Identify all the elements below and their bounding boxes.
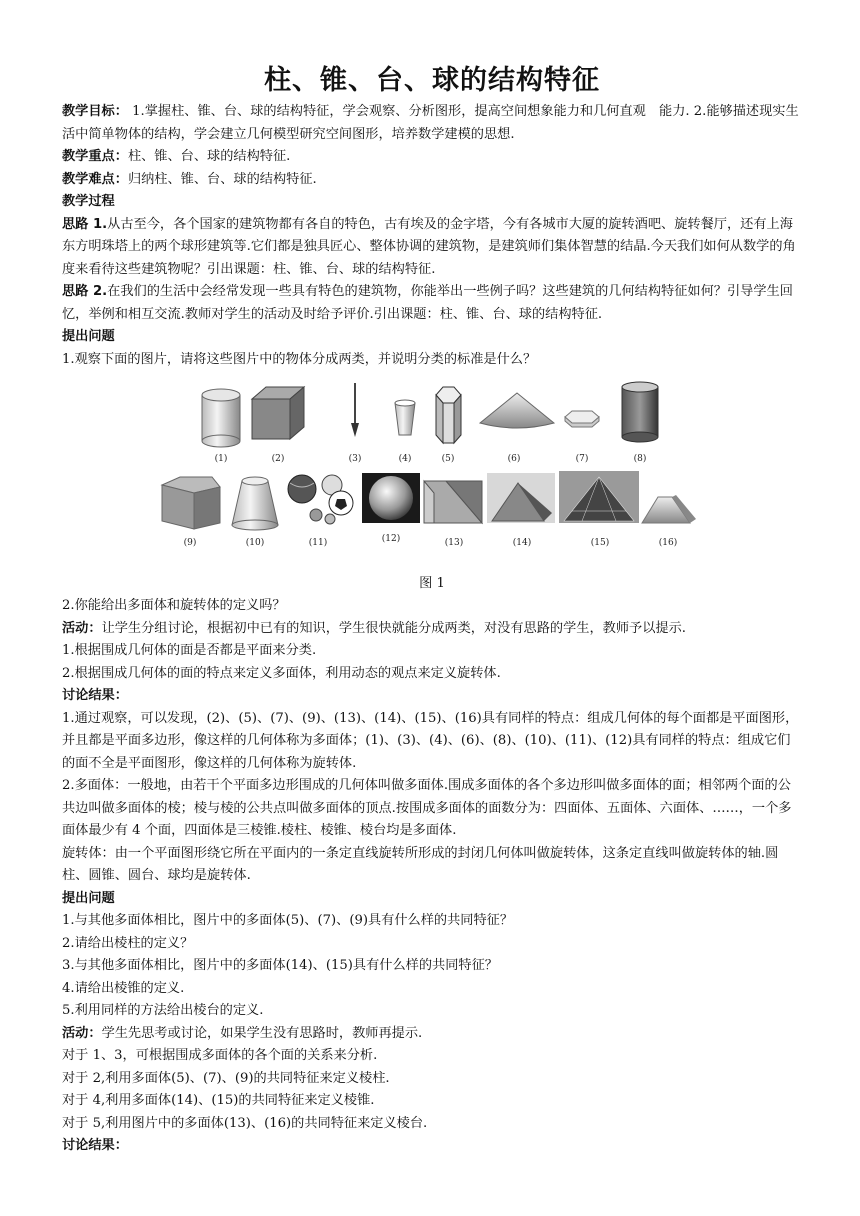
shape-label-9: (9) xyxy=(183,538,197,548)
question-list-item: 2.请给出棱柱的定义？ xyxy=(62,935,194,951)
activity2-text: 学生先思考或讨论，如果学生没有思路时，教师再提示. xyxy=(101,1025,423,1041)
shape-label-2: (2) xyxy=(271,454,285,464)
solids-figure xyxy=(62,373,802,573)
idea1-label: 思路 1. xyxy=(62,216,108,232)
difficulty-paragraph xyxy=(62,169,802,192)
tip-item: 对于 5,利用图片中的多面体(13)、(16)的共同特征来定义棱台. xyxy=(62,1115,428,1131)
result-1: 1.通过观察，可以发现，(2)、(5)、(7)、(9)、(13)、(14)、(15)、(16)具有同样的特点：组成几何体的每个面都是平面图形，并且都是平面多边形，像这样的几何体称为多面体；(1)、(3)、(4)、(6)、(8)、(10)、(11)、(12)具有同样的特点：组成它们的面不全是平面图形，像这样的几何体称为旋转体. xyxy=(62,710,799,771)
shape-12-sphere xyxy=(362,473,420,523)
objectives-text: 1.掌握柱、锥、台、球的结构特征，学会观察、分析图形，提高空间想象能力和几何直观 能力. 2.能够描述现实生活中简单物体的结构，学会建立几何模型研究空间图形，培养数学建模的思想. xyxy=(62,104,799,142)
tip-item: 对于 1、3，可根据围成多面体的各个面的关系来分析. xyxy=(62,1048,378,1063)
shape-14-pyramid-photo xyxy=(487,473,555,523)
ask2-heading: 提出问题 xyxy=(62,890,115,906)
shape-label-3: (3) xyxy=(348,454,362,464)
shape-label-12: (12) xyxy=(381,534,401,544)
difficulty-text: 归纳柱、锥、台、球的结构特征. xyxy=(127,171,317,187)
key-point-text: 柱、锥、台、球的结构特征. xyxy=(127,149,291,164)
shape-7-hexagonal-slab xyxy=(565,411,599,427)
shape-label-15: (15) xyxy=(590,538,610,548)
shape-label-5: (5) xyxy=(441,454,455,464)
shape-9-pentagonal-prism xyxy=(162,477,220,529)
key-point-label: 教学重点： xyxy=(62,149,128,164)
activity1-text: 让学生分组讨论，根据初中已有的知识，学生很快就能分成两类，对没有思路的学生，教师予以提示. xyxy=(101,620,687,636)
key-point-paragraph xyxy=(62,146,802,169)
question-list-item: 4.请给出棱锥的定义. xyxy=(62,980,185,996)
shape-11-balls xyxy=(288,475,353,524)
process-heading: 教学过程 xyxy=(62,194,115,209)
shape-label-7: (7) xyxy=(575,454,589,464)
document-page xyxy=(62,58,802,1158)
tip-item: 对于 2,利用多面体(5)、(7)、(9)的共同特征来定义棱柱. xyxy=(62,1070,390,1086)
shape-label-8: (8) xyxy=(633,454,647,464)
question-list-item: 3.与其他多面体相比，图片中的多面体(14)、(15)具有什么样的共同特征？ xyxy=(62,958,498,973)
hint-1: 1.根据围成几何体的面是否都是平面来分类. xyxy=(62,643,317,658)
shape-16-pyramid-frustum xyxy=(642,495,696,523)
objectives-label: 教学目标： xyxy=(62,104,128,119)
shape-2-box xyxy=(252,387,304,439)
shape-15-glass-pyramid-photo xyxy=(559,471,639,523)
ask1-heading: 提出问题 xyxy=(62,329,115,344)
question-2: 2.你能给出多面体和旋转体的定义吗？ xyxy=(62,598,286,613)
activity2-label: 活动： xyxy=(62,1025,102,1041)
shape-label-14: (14) xyxy=(512,538,532,548)
shape-10-frustum xyxy=(232,477,278,530)
shape-5-hexagonal-prism xyxy=(436,387,461,443)
activity1-label: 活动： xyxy=(62,620,102,636)
objectives-paragraph xyxy=(62,101,802,146)
difficulty-label: 教学难点： xyxy=(62,171,128,187)
shape-1-cylinder xyxy=(202,389,240,447)
shape-label-16: (16) xyxy=(658,538,678,548)
activity1-paragraph xyxy=(62,618,802,641)
idea1-paragraph xyxy=(62,214,802,282)
idea2-text: 在我们的生活中会经常发现一些具有特色的建筑物，你能举出一些例子吗？这些建筑的几何结构特征如何？引导学生回忆，举例和相互交流.教师对学生的活动及时给予评价.引出课题：柱、锥、台、球的结构特征. xyxy=(62,284,793,322)
shape-8-mug xyxy=(622,382,658,442)
idea2-paragraph xyxy=(62,281,802,326)
shape-label-13: (13) xyxy=(444,538,464,548)
question-list-item: 1.与其他多面体相比，图片中的多面体(5)、(7)、(9)具有什么样的共同特征？ xyxy=(62,913,514,928)
solids-illustration xyxy=(62,373,802,573)
shape-label-6: (6) xyxy=(507,454,521,464)
tip-item: 对于 4,利用多面体(14)、(15)的共同特征来定义棱锥. xyxy=(62,1093,375,1108)
figure-caption: 图 1 xyxy=(419,576,445,591)
shape-label-11: (11) xyxy=(308,538,328,548)
shape-3-plumb-bob xyxy=(351,383,359,437)
shape-4-cup xyxy=(395,400,415,435)
result-3: 旋转体：由一个平面图形绕它所在平面内的一条定直线旋转所形成的封闭几何体叫做旋转体，这条定直线叫做旋转体的轴.圆柱、圆锥、圆台、球均是旋转体. xyxy=(62,845,779,883)
shape-label-4: (4) xyxy=(398,454,412,464)
idea1-text: 从古至今，各个国家的建筑物都有各自的特色，古有埃及的金字塔，今有各城市大厦的旋转酒吧、旋转餐厅，还有上海东方明珠塔上的两个球形建筑等.它们都是独具匠心、整体协调的建筑物，是建筑师们集体智慧的结晶.今天我们如何从数学的角度来看待这些建筑物呢？引出课题：柱、锥、台、球的结构特征. xyxy=(62,216,796,277)
result-2: 2.多面体：一般地，由若干个平面多边形围成的几何体叫做多面体.围成多面体的各个多边形叫做多面体的面；相邻两个面的公共边叫做多面体的棱；棱与棱的公共点叫做多面体的顶点.按围成多面体的面数分为：四面体、五面体、六面体、……，一个多面体最少有 4 个面，四面体是三棱锥.棱柱、棱锥、棱台均是多面体. xyxy=(62,778,792,838)
idea2-label: 思路 2. xyxy=(62,284,108,299)
shape-13-square-frustum xyxy=(424,481,482,523)
shape-6-cone xyxy=(480,393,554,428)
question-list-item: 5.利用同样的方法给出棱台的定义. xyxy=(62,1003,264,1018)
hint-2: 2.根据围成几何体的面的特点来定义多面体，利用动态的观点来定义旋转体. xyxy=(62,665,501,681)
activity2-paragraph xyxy=(62,1023,802,1046)
shape-label-1: (1) xyxy=(214,454,228,464)
page-title: 柱、锥、台、球的结构特征 xyxy=(264,65,600,96)
question-1: 1.观察下面的图片，请将这些图片中的物体分成两类，并说明分类的标准是什么？ xyxy=(62,351,537,367)
shape-label-10: (10) xyxy=(245,538,265,548)
result1-heading: 讨论结果： xyxy=(62,688,128,703)
result2-heading: 讨论结果： xyxy=(62,1138,128,1153)
